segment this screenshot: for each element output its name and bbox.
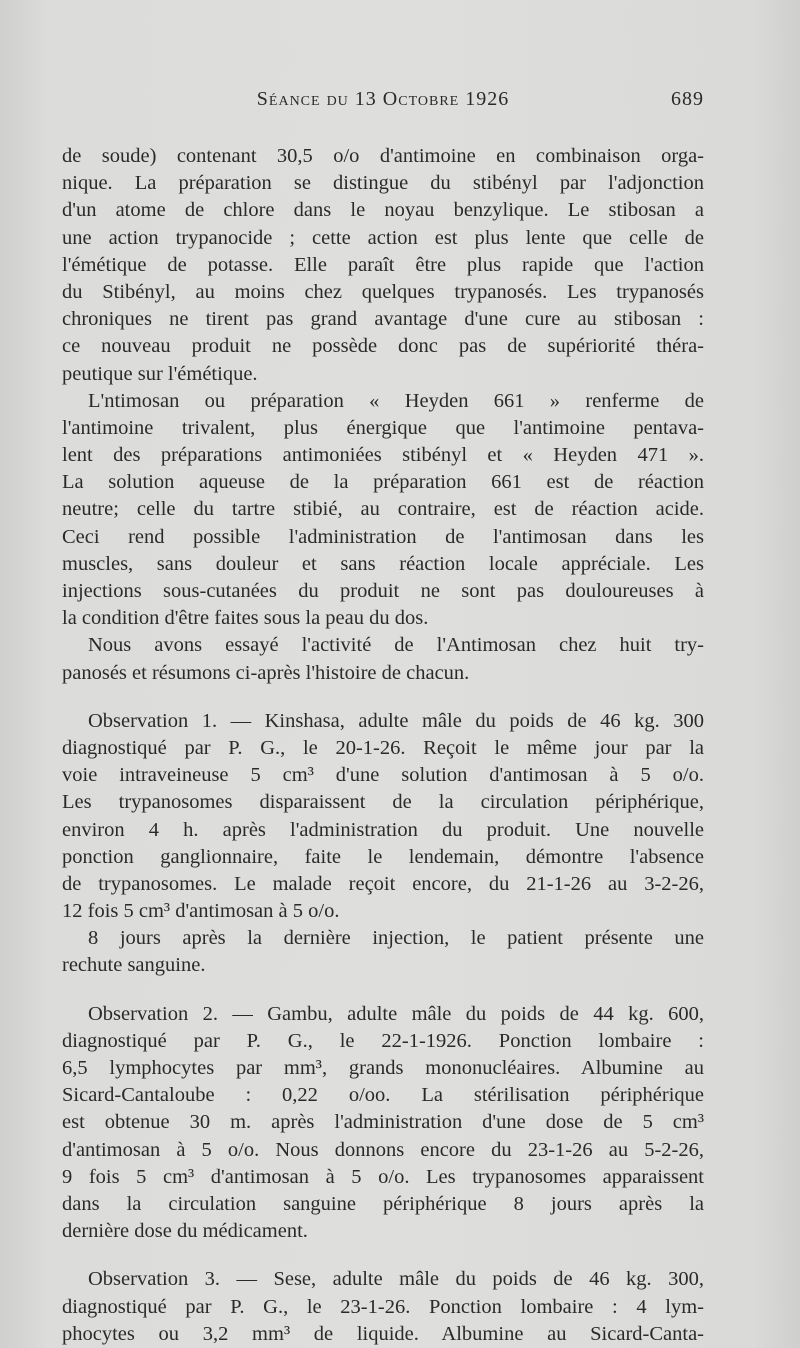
paragraph-gap (62, 1245, 704, 1266)
text-line: La solution aqueuse de la préparation 661 est de réaction (62, 471, 704, 494)
text-line: du Stibényl, au moins chez quelques trypanosés. Les trypanosés (62, 280, 704, 303)
text-line: Les trypanosomes disparaissent de la circulation périphérique, (62, 791, 704, 814)
text-line: peutique sur l'émétique. (62, 362, 258, 385)
text-line: Observation 2. — Gambu, adulte mâle du poids de 44 kg. 600, (88, 1002, 704, 1025)
paragraph-gap (62, 980, 704, 1001)
text-line: l'antimoine trivalent, plus énergique que l'antimoine pentava- (62, 416, 704, 439)
text-line: diagnostiqué par P. G., le 22-1-1926. Ponction lombaire : (62, 1029, 704, 1052)
text-line: ce nouveau produit ne possède donc pas de supériorité théra- (62, 335, 704, 358)
text-line: chroniques ne tirent pas grand avantage d'une cure au stibosan : (62, 308, 704, 331)
paragraph-gap (62, 687, 704, 708)
text-line: diagnostiqué par P. G., le 20-1-26. Reçoit le même jour par la (62, 736, 704, 759)
text-line: Nous avons essayé l'activité de l'Antimosan chez huit try- (88, 634, 704, 657)
text-line: l'émétique de potasse. Elle paraît être plus rapide que l'action (62, 253, 704, 276)
text-line: 9 fois 5 cm³ d'antimosan à 5 o/o. Les trypanosomes apparaissent (62, 1165, 704, 1188)
text-line: neutre; celle du tartre stibié, au contraire, est de réaction acide. (62, 498, 704, 521)
text-line: nique. La préparation se distingue du stibényl par l'adjonction (62, 172, 704, 195)
text-line: diagnostiqué par P. G., le 23-1-26. Ponction lombaire : 4 lym- (62, 1295, 704, 1318)
page-number: 689 (671, 88, 704, 110)
text-line: L'ntimosan ou préparation « Heyden 661 » renferme de (88, 389, 704, 412)
text-line: 8 jours après la dernière injection, le patient présente une (88, 927, 704, 950)
text-line: de soude) contenant 30,5 o/o d'antimoine en combinaison orga- (62, 145, 704, 167)
text-line: injections sous-cutanées du produit ne sont pas douloureuses à (62, 580, 704, 602)
text-line: voie intraveineuse 5 cm³ d'une solution d'antimosan à 5 o/o. (62, 764, 704, 787)
text-line: muscles, sans douleur et sans réaction locale appréciale. Les (62, 552, 704, 575)
text-line: la condition d'être faites sous la peau du dos. (62, 607, 429, 630)
text-line: Observation 1. — Kinshasa, adulte mâle du poids de 46 kg. 300 (88, 709, 704, 732)
text-line: Sicard-Cantaloube : 0,22 o/oo. La stérilisation périphérique (62, 1084, 704, 1107)
text-line: 6,5 lymphocytes par mm³, grands mononucléaires. Albumine au (62, 1057, 704, 1079)
running-title: Séance du 13 Octobre 1926 (256, 88, 510, 110)
text-line: d'un atome de chlore dans le noyau benzylique. Le stibosan a (62, 199, 704, 222)
body-text (62, 143, 704, 1348)
text-line: 12 fois 5 cm³ d'antimosan à 5 o/o. (62, 900, 340, 923)
text-line: panosés et résumons ci-après l'histoire de chacun. (62, 661, 470, 684)
text-line: Observation 3. — Sese, adulte mâle du poids de 46 kg. 300, (88, 1268, 704, 1291)
text-line: ponction ganglionnaire, faite le lendemain, démontre l'absence (62, 845, 704, 868)
text-line: phocytes ou 3,2 mm³ de liquide. Albumine au Sicard-Canta- (62, 1322, 704, 1345)
text-line: de trypanosomes. Le malade reçoit encore, du 21-1-26 au 3-2-26, (62, 872, 704, 895)
text-line: est obtenue 30 m. après l'administration d'une dose de 5 cm³ (62, 1111, 704, 1134)
text-line: rechute sanguine. (62, 954, 206, 977)
text-line: environ 4 h. après l'administration du produit. Une nouvelle (62, 818, 704, 841)
text-line: lent des préparations antimoniées stibényl et « Heyden 471 ». (62, 444, 704, 467)
text-line: dernière dose du médicament. (62, 1220, 308, 1243)
text-line: une action trypanocide ; cette action est plus lente que celle de (62, 226, 704, 249)
text-line: dans la circulation sanguine périphérique 8 jours après la (62, 1192, 704, 1215)
text-line: d'antimosan à 5 o/o. Nous donnons encore du 23-1-26 au 5-2-26, (62, 1138, 704, 1161)
text-line: Ceci rend possible l'administration de l'antimosan dans les (62, 525, 704, 548)
running-header (62, 88, 704, 118)
